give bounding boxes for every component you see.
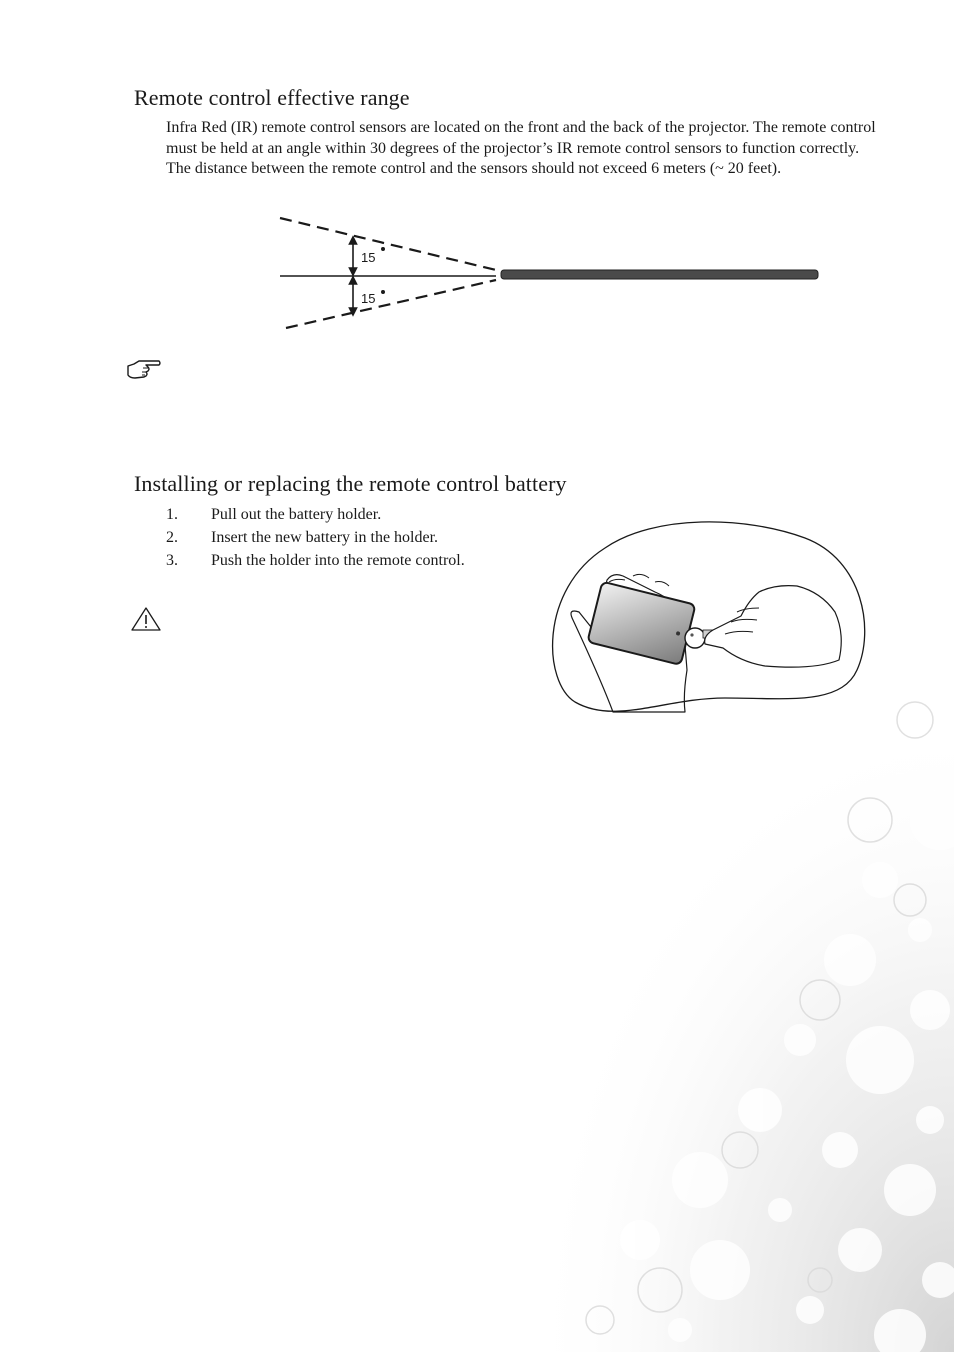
upper-angle-label: 15	[361, 250, 376, 265]
lower-angle-label: 15	[361, 291, 376, 306]
section-heading-range: Remote control effective range	[134, 85, 410, 110]
pointing-hand-icon	[126, 358, 162, 380]
projector-body	[501, 270, 818, 279]
range-description: Infra Red (IR) remote control sensors are located on the front and the back of the projector. The remote control must be held at an angle within 30 degrees of the projector’s IR remote control sensors to function correctly. The distance between the remote control and the sensors should not exceed 6 meters (~ 20 feet).	[166, 119, 876, 177]
battery-holder	[685, 628, 705, 648]
degree-mark-upper	[381, 247, 385, 251]
warning-triangle-icon	[130, 606, 162, 632]
list-item: 2. Insert the new battery in the holder.	[166, 529, 439, 546]
section-heading-battery: Installing or replacing the remote control battery	[134, 471, 567, 496]
list-item: 1. Pull out the battery holder.	[166, 506, 382, 523]
ir-range-diagram	[270, 208, 830, 338]
list-item: 3. Push the holder into the remote control.	[166, 552, 465, 569]
lower-range-edge	[286, 280, 496, 328]
battery-steps	[166, 503, 506, 572]
degree-mark-lower	[381, 290, 385, 294]
upper-range-edge	[280, 218, 496, 270]
battery-replacement-illustration	[545, 520, 867, 720]
